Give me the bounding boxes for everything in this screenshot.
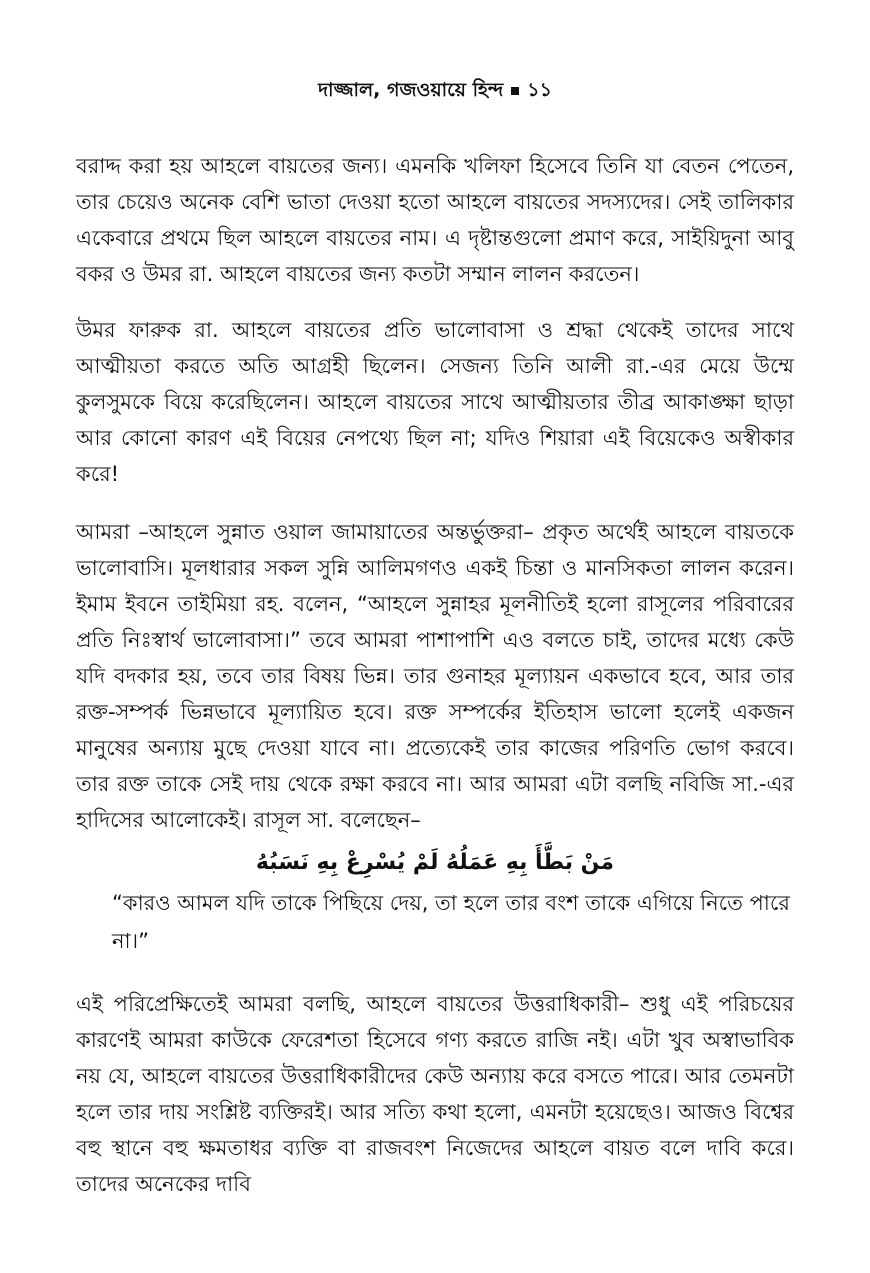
book-title: দাজ্জাল, গজওয়ায়ে হিন্দ [318, 79, 504, 101]
paragraph-4: এই পরিপ্রেক্ষিতেই আমরা বলছি, আহলে বায়তের উত্তরাধিকারী– শুধু এই পরিচয়ের কারণেই আমরা কাউকে ফেরেশতা হিসেবে গণ্য করতে রাজি নই। এটা খুব অস্বাভাবিক নয় যে, আহলে বায়তের উত্তরাধিকারীদের কেউ অন্যায় করে বসতে পারে। আর তেমনটা হলে তার দায় সংশ্লিষ্ট ব্যক্তিরই। আর সত্যি কথা হলো, এমনটা হয়েছেও। আজও বিশ্বের বহু স্থানে বহু ক্ষমতাধর ব্যক্তি বা রাজবংশ নিজেদের আহলে বায়ত বলে দাবি করে। তাদের অনেকের দাবি [76, 992, 794, 1196]
paragraph-2: উমর ফারুক রা. আহলে বায়তের প্রতি ভালোবাসা ও শ্রদ্ধা থেকেই তাদের সাথে আত্মীয়তা করতে অতি আগ্রহী ছিলেন। সেজন্য তিনি আলী রা.-এর মেয়ে উম্মে কুলসুমকে বিয়ে করেছিলেন। আহলে বায়তের সাথে আত্মীয়তার তীব্র আকাঙ্ক্ষা ছাড়া আর কোনো কারণ এই বিয়ের নেপথ্যে ছিল না; যদিও শিয়ারা এই বিয়েকেও অস্বীকার করে! [76, 318, 794, 486]
hadith-translation: “কারও আমল যদি তাকে পিছিয়ে দেয়, তা হলে তার বংশ তাকে এগিয়ে নিতে পারে না।” [112, 891, 790, 953]
running-header [76, 78, 794, 102]
square-bullet-icon [511, 87, 519, 95]
page-number: ১১ [527, 79, 552, 101]
body-text [76, 148, 794, 1202]
paragraph-1: বরাদ্দ করা হয় আহলে বায়তের জন্য। এমনকি খলিফা হিসেবে তিনি যা বেতন পেতেন, তার চেয়েও অনেক বেশি ভাতা দেওয়া হতো আহলে বায়তের সদস্যদের। সেই তালিকার একেবারে প্রথমে ছিল আহলে বায়তের নাম। এ দৃষ্টান্তগুলো প্রমাণ করে, সাইয়িদুনা আবু বকর ও উমর রা. আহলে বায়তের জন্য কতটা সম্মান লালন করতেন। [76, 154, 794, 286]
paragraph-3: আমরা –আহলে সুন্নাত ওয়াল জামায়াতের অন্তর্ভুক্তরা– প্রকৃত অর্থেই আহলে বায়তকে ভালোবাসি। মূলধারার সকল সুন্নি আলিমগণও একই চিন্তা ও মানসিকতা লালন করেন। ইমাম ইবনে তাইমিয়া রহ. বলেন, “আহলে সুন্নাহর মূলনীতিই হলো রাসূলের পরিবারের প্রতি নিঃস্বার্থ ভালোবাসা।” তবে আমরা পাশাপাশি এও বলতে চাই, তাদের মধ্যে কেউ যদি বদকার হয়, তবে তার বিষয় ভিন্ন। তার গুনাহর মূল্যায়ন একভাবে হবে, আর তার রক্ত-সম্পর্ক ভিন্নভাবে মূল্যায়িত হবে। রক্ত সম্পর্কের ইতিহাস ভালো হলেই একজন মানুষের অন্যায় মুছে দেওয়া যাবে না। প্রত্যেকেই তার কাজের পরিণতি ভোগ করবে। তার রক্ত তাকে সেই দায় থেকে রক্ষা করবে না। আর আমরা এটা বলছি নবিজি সা.-এর হাদিসের আলোকেই। রাসূল সা. বলেছেন– [76, 520, 794, 832]
hadith-arabic: مَنْ بَطَّأَ بِهِ عَمَلُهُ لَمْ يُسْرِعْ بِهِ نَسَبُهُ [255, 850, 615, 875]
